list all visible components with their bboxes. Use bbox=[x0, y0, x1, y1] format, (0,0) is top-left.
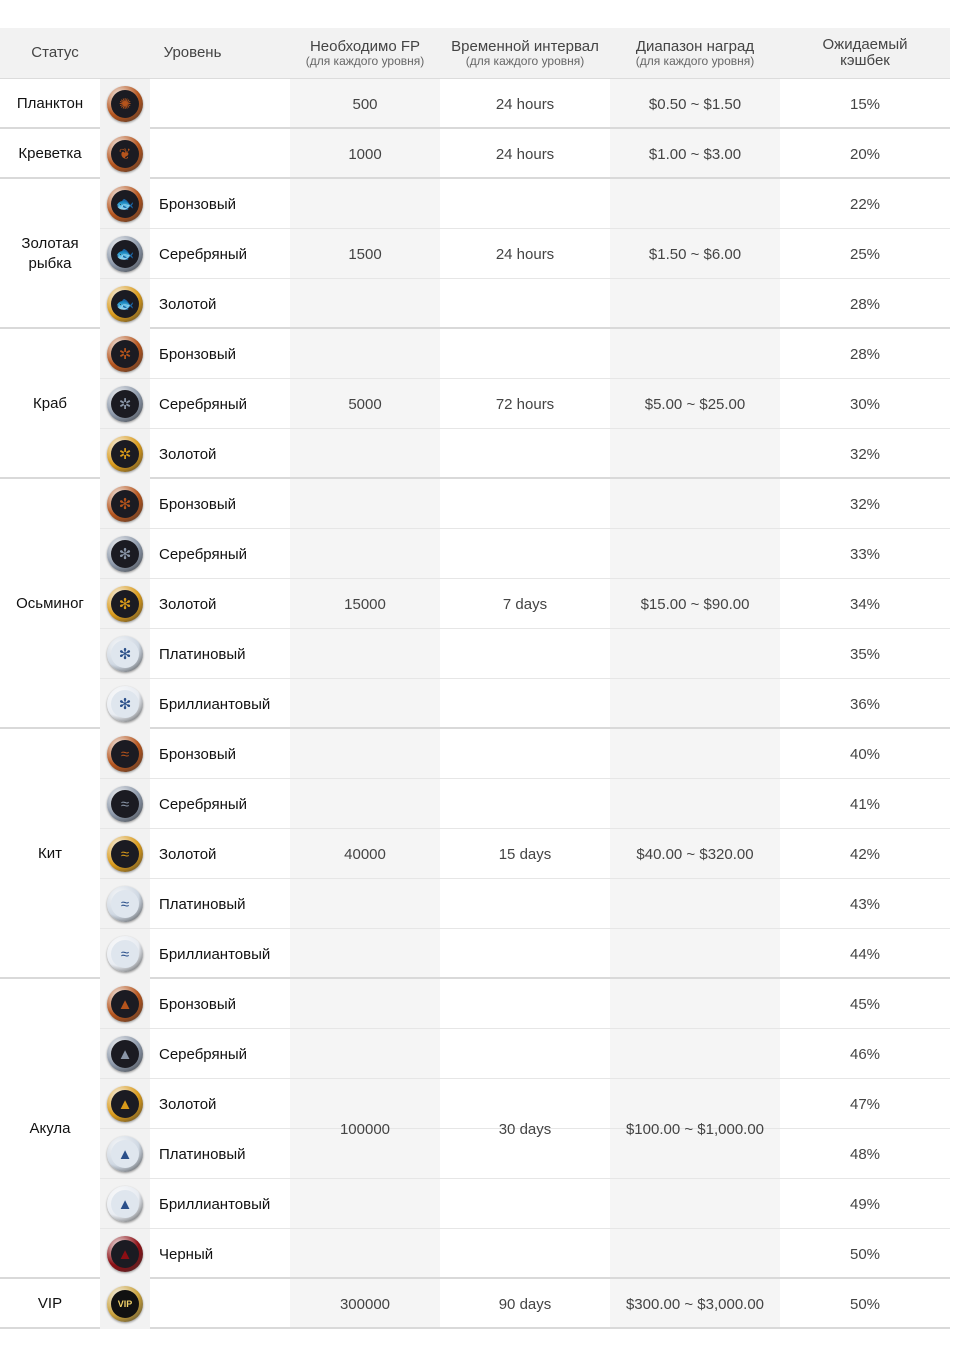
cashback-value: 30% bbox=[849, 395, 881, 413]
level-name: Бронзовый bbox=[159, 195, 236, 213]
level-icon-cell bbox=[100, 629, 150, 679]
status-group bbox=[0, 979, 950, 1279]
header-status: Статус bbox=[31, 44, 79, 61]
cashback-value: 49% bbox=[849, 1195, 881, 1213]
time-interval: 72 hours bbox=[495, 395, 555, 413]
status-group bbox=[0, 329, 950, 479]
level-icon-cell bbox=[100, 479, 150, 529]
reward-range: $1.00 ~ $3.00 bbox=[648, 145, 742, 163]
badge-inner: ≈ bbox=[111, 840, 139, 868]
time-interval: 15 days bbox=[498, 845, 552, 863]
level-name: Золотой bbox=[159, 845, 217, 863]
status-name: Осьминог bbox=[16, 595, 84, 612]
level-icon-cell bbox=[100, 1079, 150, 1129]
cashback-value: 28% bbox=[849, 295, 881, 313]
cashback-value: 47% bbox=[849, 1095, 881, 1113]
level-name: Бронзовый bbox=[159, 495, 236, 513]
status-name: Кит bbox=[38, 845, 62, 862]
level-name: Бриллиантовый bbox=[159, 1195, 271, 1213]
fp-required: 100000 bbox=[339, 1120, 391, 1138]
shrimp-icon bbox=[107, 136, 143, 172]
cashback-value: 25% bbox=[849, 245, 881, 263]
vip-crown-icon bbox=[107, 1286, 143, 1322]
time-interval: 90 days bbox=[498, 1295, 552, 1313]
level-icon-cell bbox=[100, 329, 150, 379]
reward-range: $300.00 ~ $3,000.00 bbox=[625, 1295, 765, 1313]
cashback-value: 36% bbox=[849, 695, 881, 713]
badge-inner: VIP bbox=[111, 1290, 139, 1318]
fp-required: 300000 bbox=[339, 1295, 391, 1313]
badge-inner: ✻ bbox=[111, 490, 139, 518]
time-interval: 7 days bbox=[502, 595, 548, 613]
level-icon-cell bbox=[100, 729, 150, 779]
level-name: Золотой bbox=[159, 445, 217, 463]
octopus-icon bbox=[107, 586, 143, 622]
crab-icon bbox=[107, 436, 143, 472]
badge-inner: ≈ bbox=[111, 940, 139, 968]
cashback-value: 20% bbox=[849, 145, 881, 163]
badge-inner: ✻ bbox=[111, 690, 139, 718]
level-name: Платиновый bbox=[159, 645, 246, 663]
level-name: Бронзовый bbox=[159, 745, 236, 763]
whale-icon bbox=[107, 836, 143, 872]
badge-inner: ≈ bbox=[111, 790, 139, 818]
badge-inner: 🐟 bbox=[111, 290, 139, 318]
level-icon-cell bbox=[100, 1229, 150, 1279]
level-name: Серебряный bbox=[159, 795, 248, 813]
cashback-value: 32% bbox=[849, 495, 881, 513]
cashback-value: 48% bbox=[849, 1145, 881, 1163]
level-icon-cell bbox=[100, 879, 150, 929]
time-interval: 24 hours bbox=[495, 95, 555, 113]
cashback-value: 22% bbox=[849, 195, 881, 213]
level-name: Бриллиантовый bbox=[159, 695, 271, 713]
level-icon-cell bbox=[100, 529, 150, 579]
cashback-value: 40% bbox=[849, 745, 881, 763]
status-group bbox=[0, 179, 950, 329]
reward-range: $15.00 ~ $90.00 bbox=[640, 595, 750, 613]
level-icon-cell bbox=[100, 279, 150, 329]
goldfish-icon bbox=[107, 236, 143, 272]
badge-inner: ✻ bbox=[111, 540, 139, 568]
crab-icon bbox=[107, 336, 143, 372]
cashback-value: 50% bbox=[849, 1295, 881, 1313]
level-icon-cell bbox=[100, 1129, 150, 1179]
level-name: Черный bbox=[159, 1245, 214, 1263]
status-name: VIP bbox=[37, 1295, 63, 1312]
level-icon-cell bbox=[100, 929, 150, 979]
reward-range: $100.00 ~ $1,000.00 bbox=[625, 1120, 765, 1138]
whale-icon bbox=[107, 786, 143, 822]
cashback-value: 45% bbox=[849, 995, 881, 1013]
badge-inner: ❦ bbox=[111, 140, 139, 168]
badge-inner: ≈ bbox=[111, 740, 139, 768]
header-fp: Необходимо FP (для каждого уровня) bbox=[305, 37, 425, 68]
header-range: Диапазон наград (для каждого уровня) bbox=[635, 37, 755, 68]
badge-inner: ▲ bbox=[111, 1190, 139, 1218]
fp-required: 15000 bbox=[344, 595, 386, 613]
badge-inner: ✻ bbox=[111, 590, 139, 618]
fp-required: 40000 bbox=[344, 845, 386, 863]
status-name: Планктон bbox=[16, 95, 84, 112]
level-icon-cell bbox=[100, 779, 150, 829]
badge-inner: ✲ bbox=[111, 390, 139, 418]
level-icon-cell bbox=[100, 979, 150, 1029]
header-cashback: Ожидаемый кэшбек bbox=[822, 36, 908, 69]
octopus-icon bbox=[107, 486, 143, 522]
cashback-value: 32% bbox=[849, 445, 881, 463]
whale-icon bbox=[107, 736, 143, 772]
shark-icon bbox=[107, 1186, 143, 1222]
cashback-value: 28% bbox=[849, 345, 881, 363]
level-name: Бронзовый bbox=[159, 995, 236, 1013]
badge-inner: ✲ bbox=[111, 440, 139, 468]
reward-range: $1.50 ~ $6.00 bbox=[648, 245, 742, 263]
whale-icon bbox=[107, 936, 143, 972]
fp-required: 1500 bbox=[348, 245, 382, 263]
level-name: Серебряный bbox=[159, 395, 248, 413]
fp-required: 500 bbox=[352, 95, 378, 113]
reward-range: $40.00 ~ $320.00 bbox=[636, 845, 754, 863]
level-name: Серебряный bbox=[159, 545, 248, 563]
reward-range: $0.50 ~ $1.50 bbox=[648, 95, 742, 113]
badge-inner: ▲ bbox=[111, 1090, 139, 1118]
badge-inner: ▲ bbox=[111, 990, 139, 1018]
octopus-icon bbox=[107, 536, 143, 572]
badge-inner: ▲ bbox=[111, 1240, 139, 1268]
level-icon-cell bbox=[100, 1029, 150, 1079]
shark-icon bbox=[107, 1086, 143, 1122]
level-name: Серебряный bbox=[159, 245, 248, 263]
header-level: Уровень bbox=[163, 44, 222, 61]
badge-inner: ✲ bbox=[111, 340, 139, 368]
level-name: Бронзовый bbox=[159, 345, 236, 363]
status-group bbox=[0, 129, 950, 179]
level-icon-cell bbox=[100, 179, 150, 229]
level-icon-cell bbox=[100, 229, 150, 279]
goldfish-icon bbox=[107, 286, 143, 322]
level-icon-cell bbox=[100, 829, 150, 879]
table-header bbox=[0, 28, 950, 79]
time-interval: 24 hours bbox=[495, 145, 555, 163]
level-name: Платиновый bbox=[159, 1145, 246, 1163]
shark-icon bbox=[107, 1036, 143, 1072]
level-name: Платиновый bbox=[159, 895, 246, 913]
badge-inner: ▲ bbox=[111, 1040, 139, 1068]
crab-icon bbox=[107, 386, 143, 422]
reward-range: $5.00 ~ $25.00 bbox=[644, 395, 746, 413]
fp-required: 1000 bbox=[348, 145, 382, 163]
level-name: Золотой bbox=[159, 595, 217, 613]
level-icon-cell bbox=[100, 1179, 150, 1229]
badge-inner: 🐟 bbox=[111, 240, 139, 268]
octopus-icon bbox=[107, 686, 143, 722]
level-icon-cell bbox=[100, 679, 150, 729]
badge-inner: 🐟 bbox=[111, 190, 139, 218]
badge-inner: ▲ bbox=[111, 1140, 139, 1168]
badge-inner: ✺ bbox=[111, 90, 139, 118]
badge-inner: ≈ bbox=[111, 890, 139, 918]
fp-required: 5000 bbox=[348, 395, 382, 413]
time-interval: 30 days bbox=[498, 1120, 552, 1138]
goldfish-icon bbox=[107, 186, 143, 222]
status-name: Креветка bbox=[18, 145, 82, 162]
cashback-value: 15% bbox=[849, 95, 881, 113]
time-interval: 24 hours bbox=[495, 245, 555, 263]
whale-icon bbox=[107, 886, 143, 922]
level-icon-cell bbox=[100, 379, 150, 429]
plankton-icon bbox=[107, 86, 143, 122]
shark-icon bbox=[107, 1136, 143, 1172]
header-interval: Временной интервал (для каждого уровня) bbox=[451, 37, 599, 68]
level-icon-cell bbox=[100, 579, 150, 629]
shark-icon bbox=[107, 1236, 143, 1272]
cashback-value: 34% bbox=[849, 595, 881, 613]
cashback-value: 35% bbox=[849, 645, 881, 663]
level-name: Серебряный bbox=[159, 1045, 248, 1063]
octopus-icon bbox=[107, 636, 143, 672]
shark-icon bbox=[107, 986, 143, 1022]
cashback-value: 33% bbox=[849, 545, 881, 563]
status-group bbox=[0, 729, 950, 979]
level-icon-cell bbox=[100, 79, 150, 129]
status-name: Золотая рыбка bbox=[21, 235, 79, 272]
level-name: Бриллиантовый bbox=[159, 945, 271, 963]
status-group bbox=[0, 479, 950, 729]
cashback-value: 46% bbox=[849, 1045, 881, 1063]
cashback-value: 50% bbox=[849, 1245, 881, 1263]
level-icon-cell bbox=[100, 429, 150, 479]
status-group bbox=[0, 79, 950, 129]
status-name: Краб bbox=[32, 395, 67, 412]
cashback-value: 44% bbox=[849, 945, 881, 963]
badge-inner: ✻ bbox=[111, 640, 139, 668]
cashback-value: 41% bbox=[849, 795, 881, 813]
level-name: Золотой bbox=[159, 1095, 217, 1113]
level-name: Золотой bbox=[159, 295, 217, 313]
status-group bbox=[0, 1279, 950, 1329]
cashback-value: 43% bbox=[849, 895, 881, 913]
level-icon-cell bbox=[100, 129, 150, 179]
cashback-value: 42% bbox=[849, 845, 881, 863]
level-icon-cell bbox=[100, 1279, 150, 1329]
status-name: Акула bbox=[29, 1120, 71, 1137]
